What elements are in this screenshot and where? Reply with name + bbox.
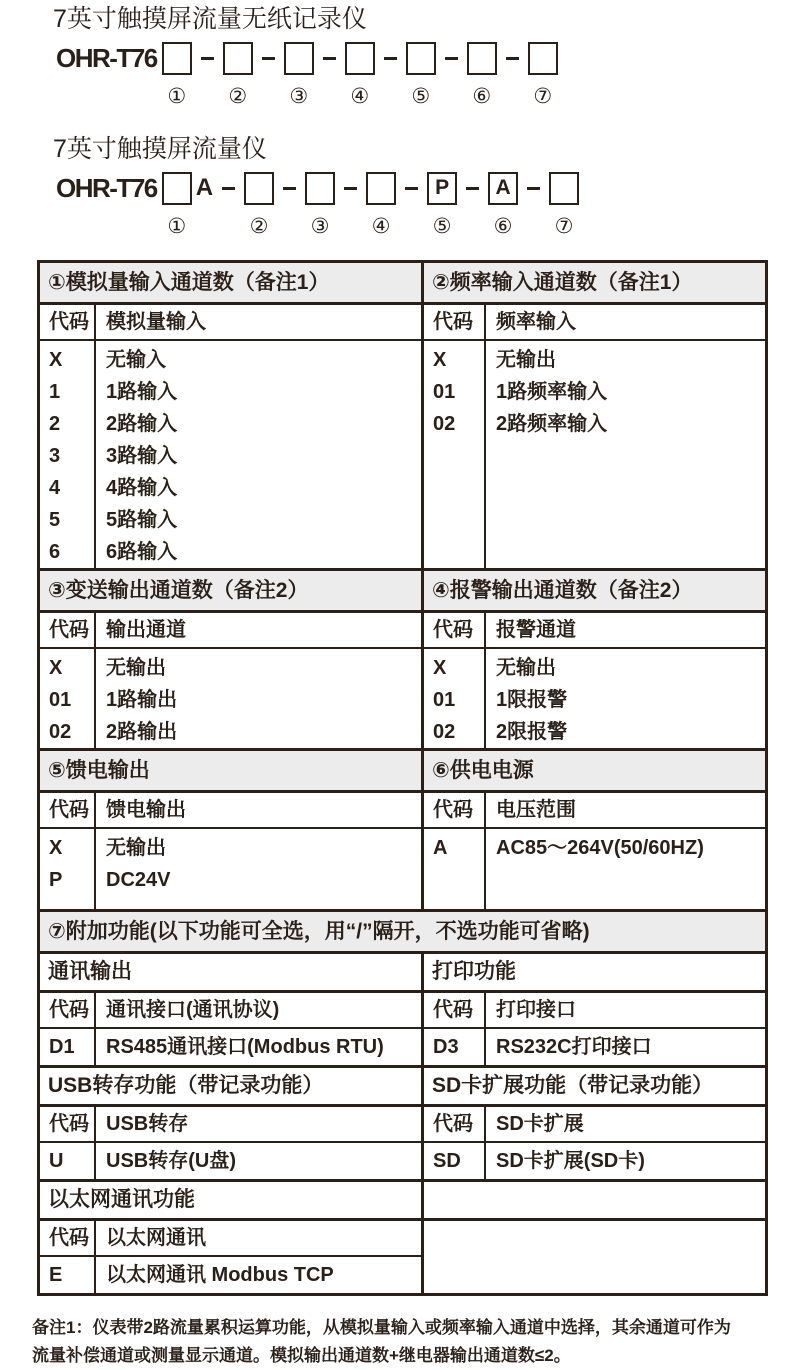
position-number: ⑤ (411, 84, 431, 108)
code-cell: 2 (49, 413, 61, 435)
desc-cell: SD卡扩展(SD卡) (496, 1150, 645, 1172)
desc-cell: 1限报警 (496, 689, 568, 711)
desc-cell: 6路输入 (106, 541, 178, 563)
desc-header: 打印接口 (496, 999, 576, 1021)
model-code-box (528, 42, 558, 75)
model-code-box: P (427, 172, 457, 205)
model-box-row (427, 170, 457, 206)
desc-cell: 4路输入 (106, 477, 178, 499)
section-half (424, 751, 765, 909)
model-prefix: OHR-T76 (56, 43, 157, 73)
model-slot (549, 170, 579, 238)
feature-subtitle: SD卡扩展功能（带记录功能） (424, 1068, 765, 1107)
desc-cell: 无输出 (106, 657, 166, 679)
section-title: ⑥供电电源 (424, 751, 765, 793)
feature-half (40, 1068, 424, 1179)
code-cell: D1 (40, 1029, 96, 1065)
position-number: ⑦ (554, 214, 574, 238)
model-code-box (305, 172, 335, 205)
code-cell: X (49, 837, 63, 859)
desc-header: 频率输入 (496, 311, 576, 333)
model-prefix: OHR-T76 (56, 173, 157, 203)
model-code-row-flowmeter (56, 170, 790, 238)
desc-column (486, 649, 765, 748)
model-box-row (366, 170, 396, 206)
model-box-row (244, 170, 274, 206)
section-pair (40, 263, 765, 568)
feature-half (40, 1182, 424, 1293)
code-cell: X (433, 349, 447, 371)
code-cell: SD (424, 1143, 486, 1179)
code-cell: X (49, 349, 63, 371)
desc-cell: 2路输出 (106, 721, 178, 743)
code-cell: D3 (424, 1029, 486, 1065)
model-slot (162, 170, 213, 238)
position-number: ⑦ (533, 84, 553, 108)
data-area (40, 829, 421, 909)
product-title-flowmeter: 7英寸触摸屏流量仪 (53, 135, 267, 163)
desc-column (486, 829, 765, 909)
data-row (424, 1029, 765, 1065)
model-slot (366, 170, 396, 238)
code-header: 代码 (424, 305, 486, 339)
code-cell: 1 (49, 381, 61, 403)
model-box-row (284, 40, 314, 76)
column-header-row (424, 993, 765, 1029)
data-area (40, 649, 421, 748)
code-header: 代码 (40, 1221, 96, 1255)
dash-separator (283, 187, 296, 190)
position-number: ⑤ (432, 214, 452, 238)
position-number: ② (228, 84, 248, 108)
section-title: ⑤馈电输出 (40, 751, 421, 793)
model-code-box (549, 172, 579, 205)
section-title: ③变送输出通道数（备注2） (40, 571, 421, 613)
dash-separator (506, 57, 519, 60)
model-slot (305, 170, 335, 238)
dash-separator (344, 187, 357, 190)
empty-subtitle-cell (424, 1182, 765, 1221)
position-number: ⑥ (493, 214, 513, 238)
model-code-box (467, 42, 497, 75)
code-header: 代码 (424, 993, 486, 1027)
model-code-box (244, 172, 274, 205)
desc-header: USB转存 (106, 1113, 189, 1135)
model-code-box (345, 42, 375, 75)
desc-header: 以太网通讯 (106, 1227, 206, 1249)
desc-header: 馈电输出 (106, 799, 186, 821)
column-header-row (40, 1107, 421, 1143)
position-number: ⑥ (472, 84, 492, 108)
model-code-box: A (488, 172, 518, 205)
model-code-box (366, 172, 396, 205)
code-header: 代码 (40, 793, 96, 827)
position-number: ④ (371, 214, 391, 238)
model-box-row (305, 170, 335, 206)
code-cell: U (40, 1143, 96, 1179)
section-title: ②频率输入通道数（备注1） (424, 263, 765, 305)
model-box-row (488, 170, 518, 206)
feature-subtitle: 以太网通讯功能 (40, 1182, 421, 1221)
code-header: 代码 (424, 793, 486, 827)
section-half (40, 263, 424, 568)
model-code-box (284, 42, 314, 75)
section-half (40, 751, 424, 909)
code-header: 代码 (40, 613, 96, 647)
model-box-row (406, 40, 436, 76)
desc-cell: 无输入 (106, 349, 166, 371)
data-row (40, 1029, 421, 1065)
data-row (424, 1143, 765, 1179)
code-cell: 02 (49, 721, 72, 743)
code-column (424, 341, 486, 568)
position-number: ③ (310, 214, 330, 238)
code-column (40, 341, 96, 568)
desc-cell: 无输出 (496, 657, 556, 679)
data-area (424, 649, 765, 748)
desc-cell: 1路输入 (106, 381, 178, 403)
code-cell: 01 (49, 689, 72, 711)
desc-column (96, 829, 421, 909)
data-row (40, 1143, 421, 1179)
desc-header: 输出通道 (106, 619, 186, 641)
model-slot (406, 40, 436, 108)
footnote-line1: 备注1：仪表带2路流量累积运算功能，从模拟量输入或频率输入通道中选择，其余通道可作为 (32, 1318, 731, 1337)
code-column (40, 829, 96, 909)
product-title-recorder: 7英寸触摸屏流量无纸记录仪 (53, 5, 367, 33)
code-cell: 01 (433, 381, 456, 403)
section-half (424, 263, 765, 568)
feature-half (424, 954, 765, 1065)
section-pairs (40, 263, 765, 909)
model-slot (488, 170, 518, 238)
feature-subtitle: 打印功能 (424, 954, 765, 993)
model-slot (467, 40, 497, 108)
model-box-row (223, 40, 253, 76)
dash-separator (262, 57, 275, 60)
desc-cell: DC24V (106, 869, 171, 891)
model-slot (427, 170, 457, 238)
code-cell: 02 (433, 721, 456, 743)
model-slot (162, 40, 192, 108)
dash-separator (466, 187, 479, 190)
desc-cell: 5路输入 (106, 509, 178, 531)
desc-cell: 无输出 (496, 349, 556, 371)
code-header: 代码 (40, 993, 96, 1027)
model-suffix-letter: A (195, 174, 214, 201)
section7-title: ⑦附加功能(以下功能可全选，用“/”隔开，不选功能可省略) (40, 912, 765, 954)
code-column (40, 649, 96, 748)
desc-cell: USB转存(U盘) (106, 1150, 236, 1172)
column-header-row (40, 993, 421, 1029)
desc-column (96, 649, 421, 748)
footnote (32, 1314, 770, 1370)
column-header-row (40, 1221, 421, 1257)
product-block-recorder (0, 4, 790, 108)
model-box-row (467, 40, 497, 76)
code-column (424, 829, 486, 909)
model-code-box (223, 42, 253, 75)
section7-block (40, 909, 765, 1293)
feature-half (424, 1068, 765, 1179)
code-header: 代码 (424, 1107, 486, 1141)
desc-cell: 以太网通讯 Modbus TCP (106, 1264, 334, 1286)
model-slot (244, 170, 274, 238)
model-slot (223, 40, 253, 108)
desc-cell: 2限报警 (496, 721, 568, 743)
model-box-row (345, 40, 375, 76)
model-code-box (162, 172, 192, 205)
column-header-row (424, 305, 765, 341)
desc-header: 电压范围 (496, 799, 576, 821)
dash-separator (323, 57, 336, 60)
column-header-row (424, 613, 765, 649)
data-row (40, 1257, 421, 1293)
desc-cell: 无输出 (106, 837, 166, 859)
dash-separator (445, 57, 458, 60)
desc-header: 报警通道 (496, 619, 576, 641)
desc-cell: RS485通讯接口(Modbus RTU) (106, 1036, 384, 1058)
model-code-row-recorder (56, 40, 790, 108)
column-header-row (424, 1107, 765, 1143)
section-half (40, 571, 424, 748)
model-slot (284, 40, 314, 108)
feature-half (40, 954, 424, 1065)
code-cell: P (49, 869, 63, 891)
model-box-row (162, 170, 213, 206)
desc-cell: 1路输出 (106, 689, 178, 711)
desc-header: 通讯接口(通讯协议) (106, 999, 280, 1021)
data-area (424, 829, 765, 909)
code-cell: 4 (49, 477, 61, 499)
code-cell: E (40, 1257, 96, 1293)
code-header: 代码 (424, 613, 486, 647)
feature-group-row (40, 954, 765, 1065)
code-cell: 3 (49, 445, 61, 467)
model-code-box (406, 42, 436, 75)
code-cell: X (49, 657, 63, 679)
code-cell: 02 (433, 413, 456, 435)
empty-cell (424, 1221, 765, 1293)
footnote-line2: 流量补偿通道或测量显示通道。模拟输出通道数+继电器输出通道数≤2。 (32, 1346, 571, 1365)
dash-separator (384, 57, 397, 60)
ordering-code-table (37, 260, 768, 1296)
feature-group-row (40, 1065, 765, 1179)
dash-separator (222, 187, 235, 190)
section-pair (40, 748, 765, 909)
position-number: ② (249, 214, 269, 238)
section-title: ④报警输出通道数（备注2） (424, 571, 765, 613)
desc-cell: 3路输入 (106, 445, 178, 467)
desc-cell: RS232C打印接口 (496, 1036, 652, 1058)
desc-cell: AC85～264V(50/60HZ) (496, 837, 704, 859)
code-cell: A (433, 837, 448, 859)
desc-header: SD卡扩展 (496, 1113, 584, 1135)
feature-groups (40, 954, 765, 1293)
data-area (424, 341, 765, 568)
model-code-box (162, 42, 192, 75)
section-half (424, 571, 765, 748)
model-slot (528, 40, 558, 108)
feature-half (424, 1182, 765, 1293)
desc-column (96, 341, 421, 568)
model-box-row (162, 40, 192, 76)
desc-cell: 2路频率输入 (496, 413, 608, 435)
position-number: ③ (289, 84, 309, 108)
column-header-row (424, 793, 765, 829)
page (0, 4, 790, 1368)
feature-subtitle: 通讯输出 (40, 954, 421, 993)
code-header: 代码 (40, 1107, 96, 1141)
data-area (40, 341, 421, 568)
desc-column (486, 341, 765, 568)
dash-separator (527, 187, 540, 190)
section-title: ①模拟量输入通道数（备注1） (40, 263, 421, 305)
code-cell: X (433, 657, 447, 679)
feature-subtitle: USB转存功能（带记录功能） (40, 1068, 421, 1107)
model-box-row (528, 40, 558, 76)
code-cell: 5 (49, 509, 61, 531)
position-number: ④ (350, 84, 370, 108)
desc-cell: 2路输入 (106, 413, 178, 435)
code-cell: 01 (433, 689, 456, 711)
feature-group-row (40, 1179, 765, 1293)
column-header-row (40, 613, 421, 649)
column-header-row (40, 305, 421, 341)
dash-separator (201, 57, 214, 60)
code-header: 代码 (40, 305, 96, 339)
column-header-row (40, 793, 421, 829)
dash-separator (405, 187, 418, 190)
code-cell: 6 (49, 541, 61, 563)
position-number: ① (167, 214, 187, 238)
code-column (424, 649, 486, 748)
position-number: ① (167, 84, 187, 108)
model-box-row (549, 170, 579, 206)
section-pair (40, 568, 765, 748)
desc-header: 模拟量输入 (106, 311, 206, 333)
product-block-flowmeter (0, 134, 790, 238)
desc-cell: 1路频率输入 (496, 381, 608, 403)
model-slot (345, 40, 375, 108)
